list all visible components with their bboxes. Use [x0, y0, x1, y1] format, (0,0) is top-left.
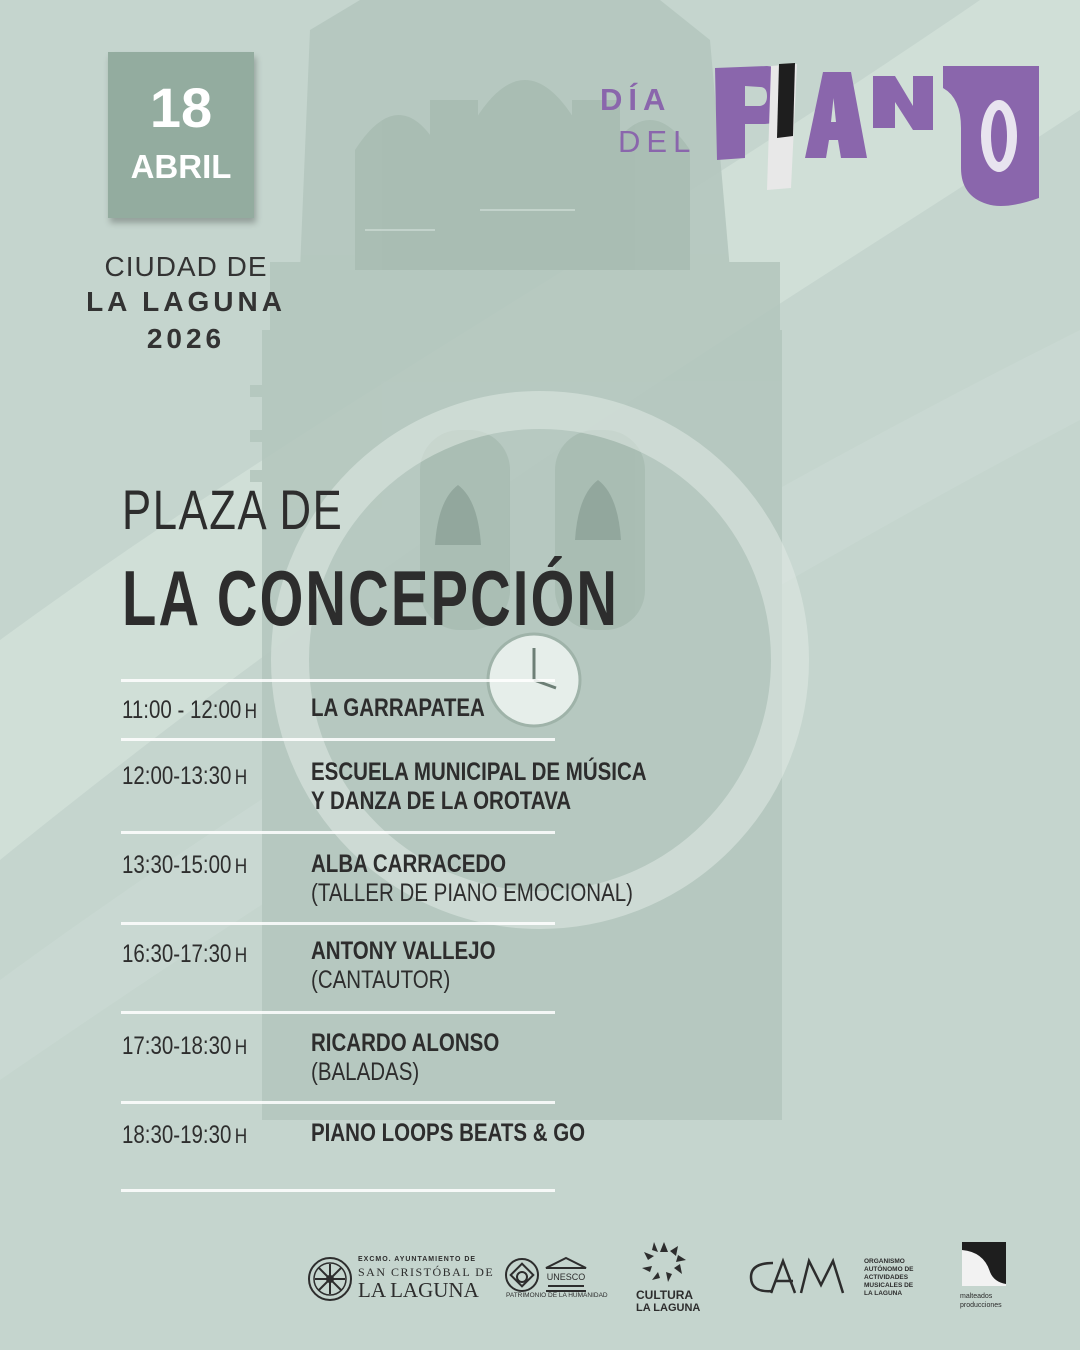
artist-description: (TALLER DE PIANO EMOCIONAL) [311, 879, 633, 907]
schedule-time: 11:00 - 12:00 H [122, 696, 258, 724]
artist-name: LA GARRAPATEA [311, 694, 485, 722]
unesco-temple-icon [544, 1256, 588, 1294]
artist-description: (BALADAS) [311, 1058, 420, 1086]
schedule-artist [311, 1119, 585, 1148]
divider [121, 679, 555, 682]
divider [121, 738, 555, 741]
cultura-laguna-icon [638, 1240, 690, 1284]
divider [121, 1011, 555, 1014]
date-badge [108, 52, 254, 218]
artist-name: PIANO LOOPS BEATS & GO [311, 1119, 586, 1147]
sponsor-footer [0, 1230, 1080, 1350]
ayuntamiento-big: LA LAGUNA [358, 1278, 479, 1302]
divider [121, 922, 555, 925]
schedule-artist [311, 694, 485, 723]
oaam-monogram-icon [747, 1255, 859, 1299]
venue-line-1: PLAZA DE [122, 478, 344, 541]
schedule-artist [311, 758, 647, 816]
schedule-artist [311, 937, 496, 995]
artist-description: (CANTAUTOR) [311, 966, 451, 994]
unesco-label: UNESCO [546, 1272, 586, 1282]
schedule-time: 12:00-13:30 H [122, 762, 248, 790]
logo-letter-o [943, 66, 1039, 206]
city-line-2: LA LAGUNA [86, 286, 286, 317]
venue-line-2: LA CONCEPCIÓN [122, 554, 620, 642]
artist-name: RICARDO ALONSO [311, 1029, 500, 1057]
malteados-icon [962, 1242, 1006, 1286]
patrimonio-text: PATRIMONIO DE LA HUMANIDAD [506, 1292, 608, 1299]
ayuntamiento-mid: SAN CRISTÓBAL DE [358, 1265, 495, 1279]
artist-name: ANTONY VALLEJO [311, 937, 496, 965]
artist-name: ALBA CARRACEDO [311, 850, 507, 878]
ayuntamiento-small: EXCMO. AYUNTAMIENTO DE [358, 1256, 477, 1263]
schedule-time: 16:30-17:30 H [122, 940, 248, 968]
cultura-line-1: CULTURA [636, 1288, 694, 1302]
city-line-1: CIUDAD DE [104, 251, 268, 282]
logo-del: DEL [618, 124, 697, 159]
divider [121, 831, 555, 834]
artist-name-line-2: Y DANZA DE LA OROTAVA [311, 787, 572, 815]
schedule-time: 13:30-15:00 H [122, 851, 248, 879]
city-year: 2026 [146, 323, 226, 354]
city-seal-icon [307, 1256, 353, 1302]
schedule-artist [311, 850, 633, 908]
schedule-time: 18:30-19:30 H [122, 1121, 248, 1149]
date-month: ABRIL [130, 148, 232, 185]
oaam-text: ORGANISMO AUTÓNOMO DE ACTIVIDADES MUSICALES DE LA LAGUNA [864, 1258, 914, 1297]
artist-name: ESCUELA MUNICIPAL DE MÚSICA [311, 758, 647, 786]
logo-letter-a [805, 72, 867, 158]
logo-dia: DÍA [600, 82, 672, 117]
logo-letter-i-piano-keys [767, 63, 797, 190]
cultura-line-2: LA LAGUNA [636, 1302, 701, 1314]
divider [121, 1189, 555, 1192]
schedule-artist [311, 1029, 499, 1087]
date-day: 18 [149, 76, 213, 139]
producciones-text: malteados producciones [960, 1293, 1002, 1309]
logo-letter-n [873, 76, 933, 130]
piano-logo-wordmark [705, 58, 1045, 210]
divider [121, 1101, 555, 1104]
world-heritage-icon [504, 1257, 540, 1293]
schedule-time: 17:30-18:30 H [122, 1032, 248, 1060]
